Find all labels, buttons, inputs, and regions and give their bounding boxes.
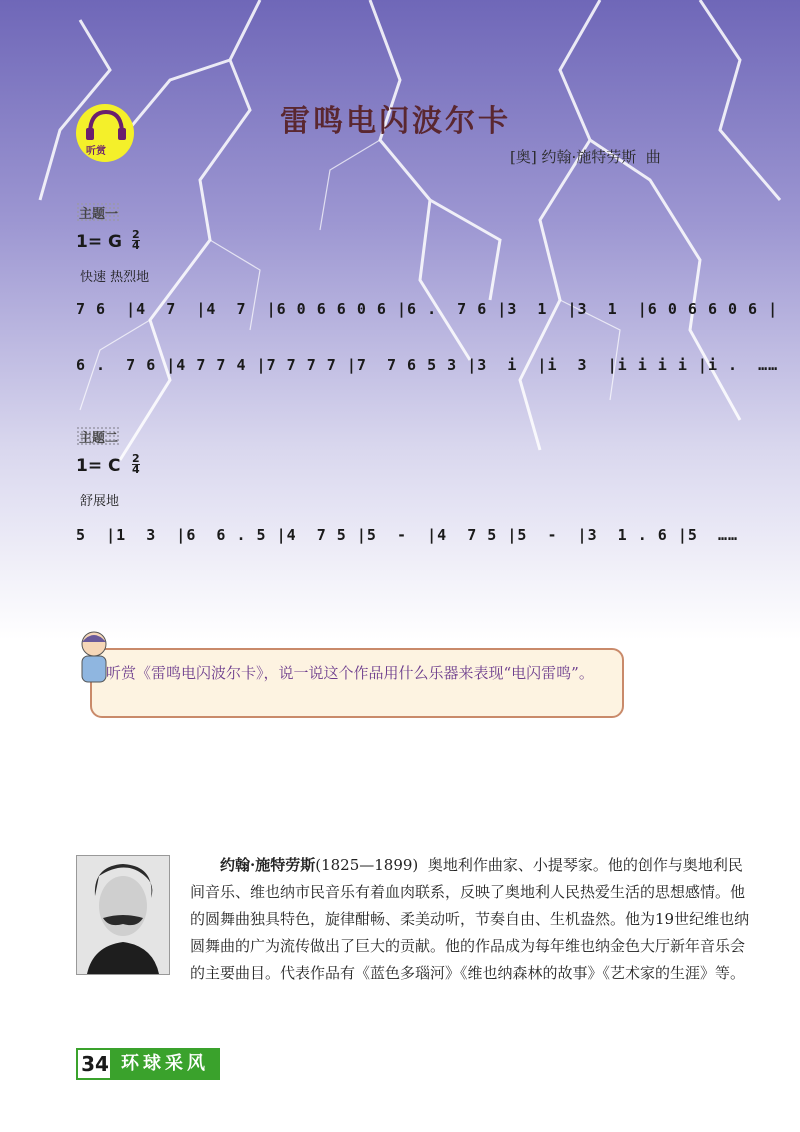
- theme-two-notation-line-1: 5 |1 3 |6 6 . 5 |4 7 5 |5 - |4 7 5 |5 - |3 1 . 6 |5 ……: [76, 526, 739, 544]
- composer-portrait: [76, 855, 170, 975]
- portrait-image: [77, 856, 169, 974]
- time-numerator: 2: [132, 228, 140, 241]
- page-number: 34: [76, 1048, 114, 1080]
- listen-badge: [76, 104, 134, 162]
- theme-two-label: 主题二: [76, 426, 121, 447]
- theme-one-notation-line-2: 6 . 7 6 |4 7 7 4 |7 7 7 7 |7 7 6 5 3 |3 i |i 3 |i i i i |i . ……: [76, 356, 779, 374]
- bio-name: 约翰·施特劳斯: [220, 856, 316, 874]
- time-denominator: 4: [132, 239, 140, 252]
- bio-years: (1825—1899): [315, 856, 419, 874]
- headphones-icon: [76, 104, 134, 144]
- theme-one-time-signature: [132, 230, 140, 251]
- question-text: 听赏《雷鸣电闪波尔卡》，说一说这个作品用什么乐器来表现“电闪雷鸣”。: [106, 664, 594, 682]
- theme-two-tempo: 舒展地: [80, 494, 120, 509]
- section-label: 环球采风: [110, 1048, 220, 1080]
- theme-one-notation-line-1: 7 6 |4 7 |4 7 |6 0 6 6 0 6 |6 . 7 6 |3 1 |3 1 |6 0 6 6 0 6 |: [76, 300, 779, 318]
- theme-one-tempo: 快速 热烈地: [80, 270, 150, 285]
- time-denominator: 4: [132, 463, 140, 476]
- bio-text: 奥地利作曲家、小提琴家。他的创作与奥地利民间音乐、维也纳市民音乐有着血肉联系，反映了奥地利人民热爱生活的思想感情。他的圆舞曲独具特色，旋律酣畅、柔美动听，节奏自由、生机盎然。他为19世纪维也纳圆舞曲的广为流传做出了巨大的贡献。他的作品成为每年维也纳金色大厅新年音乐会的主要曲目。代表作品有《蓝色多瑙河》《维也纳森林的故事》《艺术家的生涯》等。: [190, 856, 750, 982]
- badge-label: 听赏: [86, 146, 106, 157]
- time-numerator: 2: [132, 452, 140, 465]
- theme-two-key: 1= C: [76, 456, 121, 476]
- theme-one-key: 1= G: [76, 232, 122, 252]
- theme-two-time-signature: [132, 454, 140, 475]
- page-title: 雷鸣电闪波尔卡: [280, 104, 511, 139]
- composer-credit: [奥] 约翰·施特劳斯 曲: [510, 148, 661, 166]
- composer-bio: [190, 852, 750, 987]
- theme-one-label: 主题一: [76, 202, 121, 223]
